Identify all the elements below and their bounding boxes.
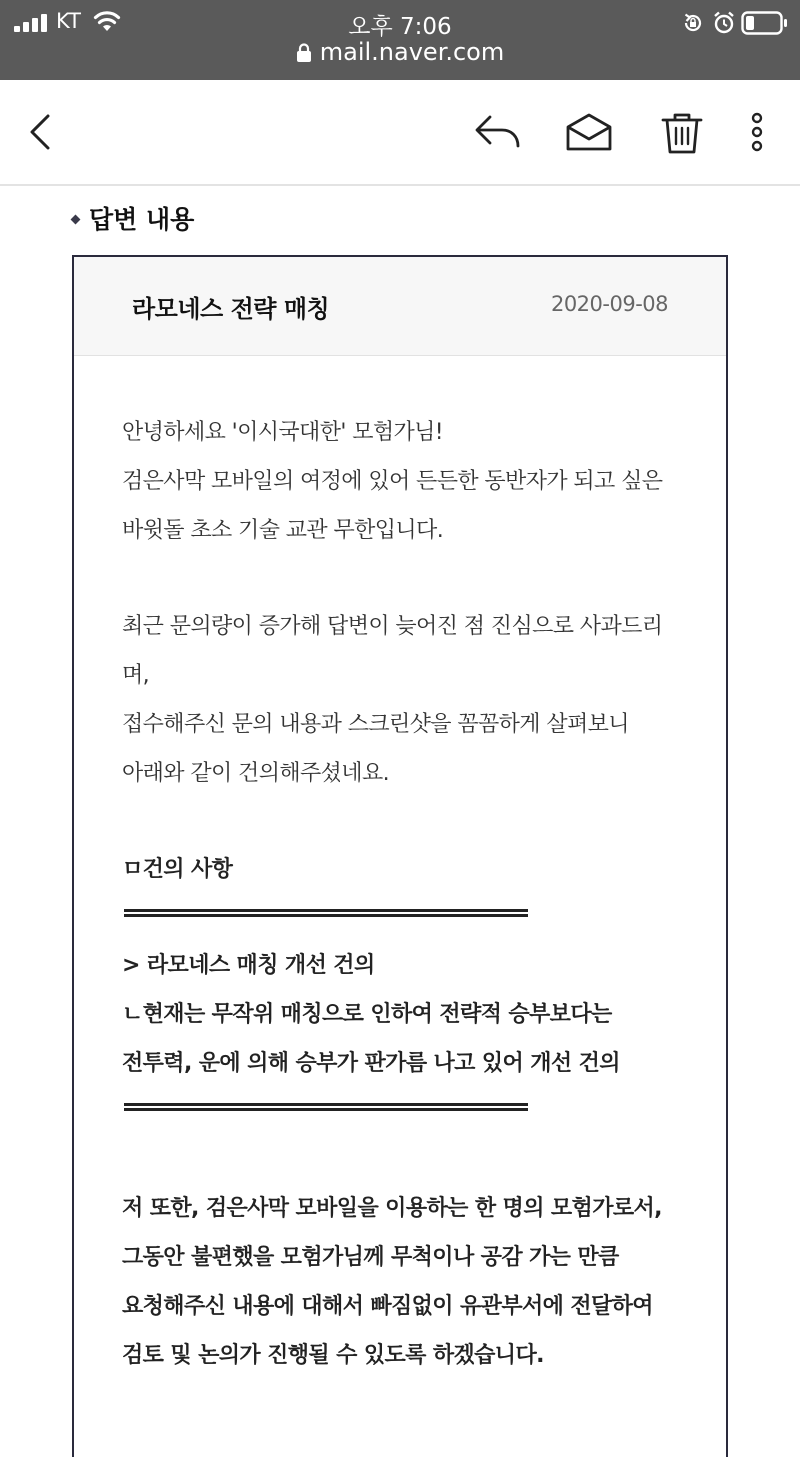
- reply-title: 라모네스 전략 매칭: [132, 295, 330, 323]
- mail-toolbar: [0, 80, 800, 186]
- body-line: 바윗돌 초소 기술 교관 무한입니다.: [122, 518, 444, 543]
- trash-icon[interactable]: [660, 110, 704, 156]
- status-row: [0, 6, 800, 38]
- divider-double-rule: [124, 1103, 528, 1111]
- body-line: 아래와 같이 건의해주셨네요.: [122, 761, 390, 786]
- battery-icon: [741, 11, 789, 35]
- body-line: 며,: [122, 663, 150, 688]
- carrier-label: KT: [56, 9, 81, 33]
- address-bar[interactable]: [0, 38, 800, 66]
- body-line: 저 또한, 검은사막 모바일을 이용하는 한 명의 모험가로서,: [122, 1196, 662, 1221]
- body-line: 접수해주신 문의 내용과 스크린샷을 꼼꼼하게 살펴보니: [122, 712, 629, 737]
- body-line: 검은사막 모바일의 여정에 있어 든든한 동반자가 되고 싶은: [122, 469, 663, 494]
- url-text: mail.naver.com: [319, 38, 505, 66]
- status-time: 오후 7:06: [348, 14, 452, 40]
- status-bar: [0, 0, 800, 80]
- bullet-diamond-icon: [71, 215, 81, 225]
- lock-icon: [296, 43, 312, 63]
- mark-unread-icon[interactable]: [563, 112, 615, 152]
- reply-header: [74, 257, 726, 356]
- suggestion-detail: 전투력, 운에 의해 승부가 판가름 나고 있어 개선 건의: [122, 1051, 620, 1076]
- body-line: 최근 문의량이 증가해 답변이 늦어진 점 진심으로 사과드리: [122, 614, 663, 639]
- reply-date: 2020-09-08: [550, 292, 668, 316]
- alarm-icon: [713, 11, 735, 35]
- reply-content-box: [72, 255, 728, 1457]
- suggestion-heading: ㅁ건의 사항: [122, 857, 233, 882]
- body-line: 그동안 불편했을 모험가님께 무척이나 공감 가는 만큼: [122, 1245, 619, 1270]
- suggestion-detail: ㄴ현재는 무작위 매칭으로 인하여 전략적 승부보다는: [122, 1002, 612, 1027]
- body-line: 요청해주신 내용에 대해서 빠짐없이 유관부서에 전달하여: [122, 1294, 653, 1319]
- body-line: 안녕하세요 '이시국대한' 모험가님!: [122, 420, 444, 445]
- rotation-lock-icon: [682, 12, 704, 34]
- reply-icon[interactable]: [472, 112, 524, 152]
- section-title-text: 답변 내용: [89, 205, 195, 234]
- divider-double-rule: [124, 909, 528, 917]
- suggestion-title: > 라모네스 매칭 개선 건의: [122, 953, 375, 978]
- body-line: 검토 및 논의가 진행될 수 있도록 하겠습니다.: [122, 1343, 544, 1368]
- back-icon[interactable]: [22, 110, 58, 154]
- section-title: [72, 200, 194, 240]
- more-icon[interactable]: [747, 110, 767, 154]
